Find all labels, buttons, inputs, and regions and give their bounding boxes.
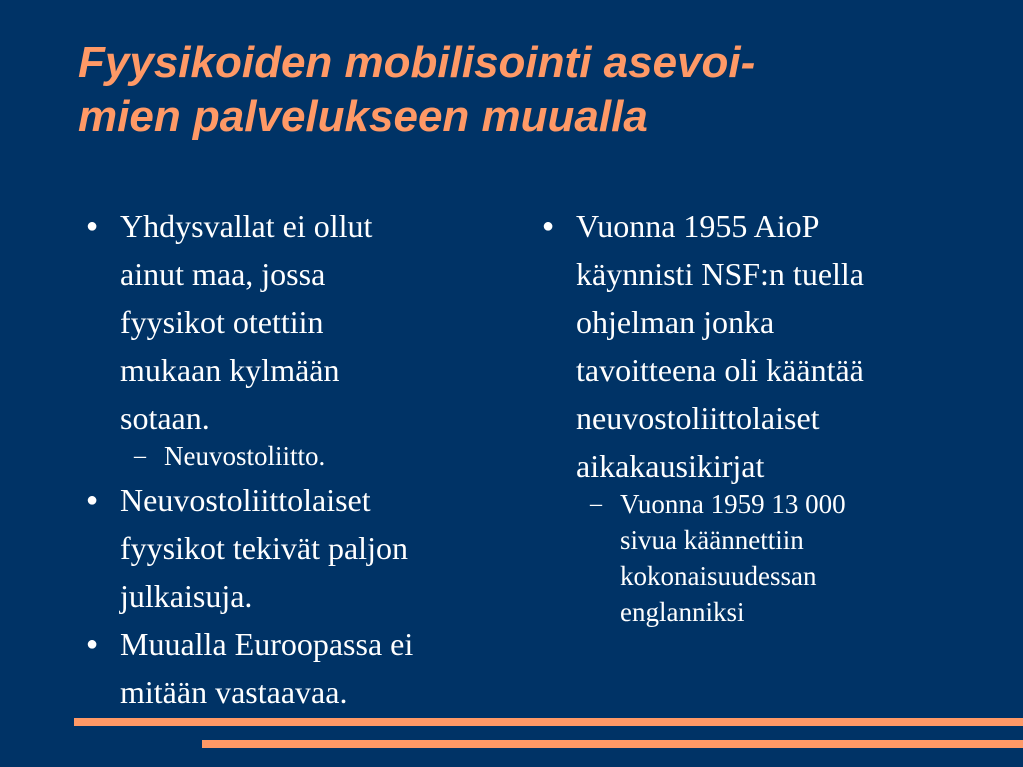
bullet-text-line: ohjelman jonka	[576, 304, 775, 340]
sub-bullet-dash-icon: –	[590, 491, 602, 517]
slide-title-line: mien palvelukseen muualla	[78, 92, 648, 141]
bullet-item	[84, 620, 514, 716]
bullet-dot-icon: ●	[542, 215, 555, 237]
slide-title	[78, 36, 978, 144]
bullet-text-line: Neuvostoliittolaiset	[120, 482, 371, 518]
accent-bar-top	[74, 718, 1023, 726]
bullet-text-line: ainut maa, jossa	[120, 256, 326, 292]
accent-bar-bottom	[202, 740, 1023, 748]
bullet-text-line: julkaisuja.	[120, 578, 253, 614]
bullet-text-line: mitään vastaavaa.	[120, 674, 348, 710]
slide-title-line: Fyysikoiden mobilisointi asevoi-	[78, 38, 756, 87]
bullet-text-line: neuvostoliittolaiset	[576, 400, 820, 436]
sub-bullet-dash-icon: –	[134, 443, 146, 469]
sub-bullet-text-line: Neuvostoliitto.	[164, 441, 326, 471]
bullet-text-line: fyysikot tekivät paljon	[120, 530, 408, 566]
bullet-text-line: Yhdysvallat ei ollut	[120, 208, 373, 244]
sub-bullet-text-line: englanniksi	[620, 597, 745, 627]
bullet-text-line: sotaan.	[120, 400, 210, 436]
sub-bullet-text-line: kokonaisuudessan	[620, 561, 817, 591]
bullet-text-line: aikakausikirjat	[576, 448, 765, 484]
sub-bullet-text-line: sivua käännettiin	[620, 525, 804, 555]
bullet-text-line: Vuonna 1955 AioP	[576, 208, 820, 244]
bullet-text-line: fyysikot otettiin	[120, 304, 324, 340]
sub-bullet-item	[84, 438, 514, 474]
bullet-item	[84, 476, 514, 620]
sub-bullet-text-line: Vuonna 1959 13 000	[620, 489, 846, 519]
bullet-text-line: käynnisti NSF:n tuella	[576, 256, 864, 292]
left-column	[84, 202, 514, 716]
bullet-item	[540, 202, 980, 490]
bullet-text-line: Muualla Euroopassa ei	[120, 626, 414, 662]
bullet-dot-icon: ●	[86, 633, 99, 655]
bullet-text-line: tavoitteena oli kääntää	[576, 352, 864, 388]
bullet-dot-icon: ●	[86, 215, 99, 237]
right-column	[540, 202, 980, 632]
bullet-item	[84, 202, 514, 442]
bullet-dot-icon: ●	[86, 489, 99, 511]
sub-bullet-item	[540, 486, 980, 630]
bullet-text-line: mukaan kylmään	[120, 352, 340, 388]
